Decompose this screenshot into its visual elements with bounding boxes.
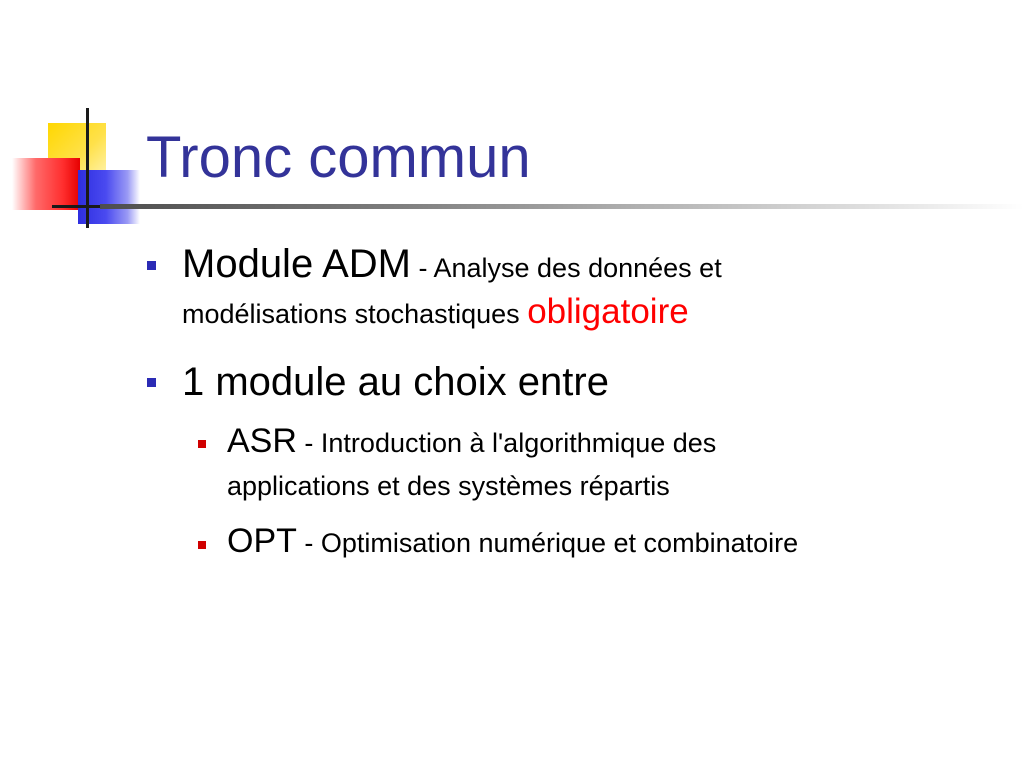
title-underline: [100, 204, 1024, 209]
slide-title: Tronc commun: [146, 125, 531, 190]
sub-bullet-description: - Introduction à l'algorithmique des: [296, 428, 717, 458]
sub-bullet-head: ASR: [227, 422, 297, 460]
square-bullet-icon: [147, 378, 156, 387]
bullet-head: 1 module au choix entre: [182, 360, 609, 404]
bullet-text: [182, 236, 882, 292]
bullet-head: Module ADM: [182, 242, 411, 286]
bullet-description: - Analyse des données et: [410, 253, 722, 283]
square-bullet-icon: [198, 541, 206, 549]
emphasis-text: obligatoire: [527, 292, 689, 331]
red-square-decoration: [12, 158, 80, 210]
square-bullet-icon: [198, 440, 206, 448]
sub-bullet-description-continuation: applications et des systèmes répartis: [227, 471, 670, 501]
sub-bullet-head: OPT: [227, 522, 297, 560]
bullet-text-continuation: [182, 292, 882, 332]
sub-bullet-text: [227, 417, 927, 465]
sub-bullet-description: - Optimisation numérique et combinatoire: [296, 528, 799, 558]
square-bullet-icon: [147, 261, 156, 270]
bullet-description: modélisations stochastiques: [182, 299, 528, 329]
vertical-line-decoration: [86, 108, 89, 228]
sub-bullet-text: [227, 517, 927, 565]
